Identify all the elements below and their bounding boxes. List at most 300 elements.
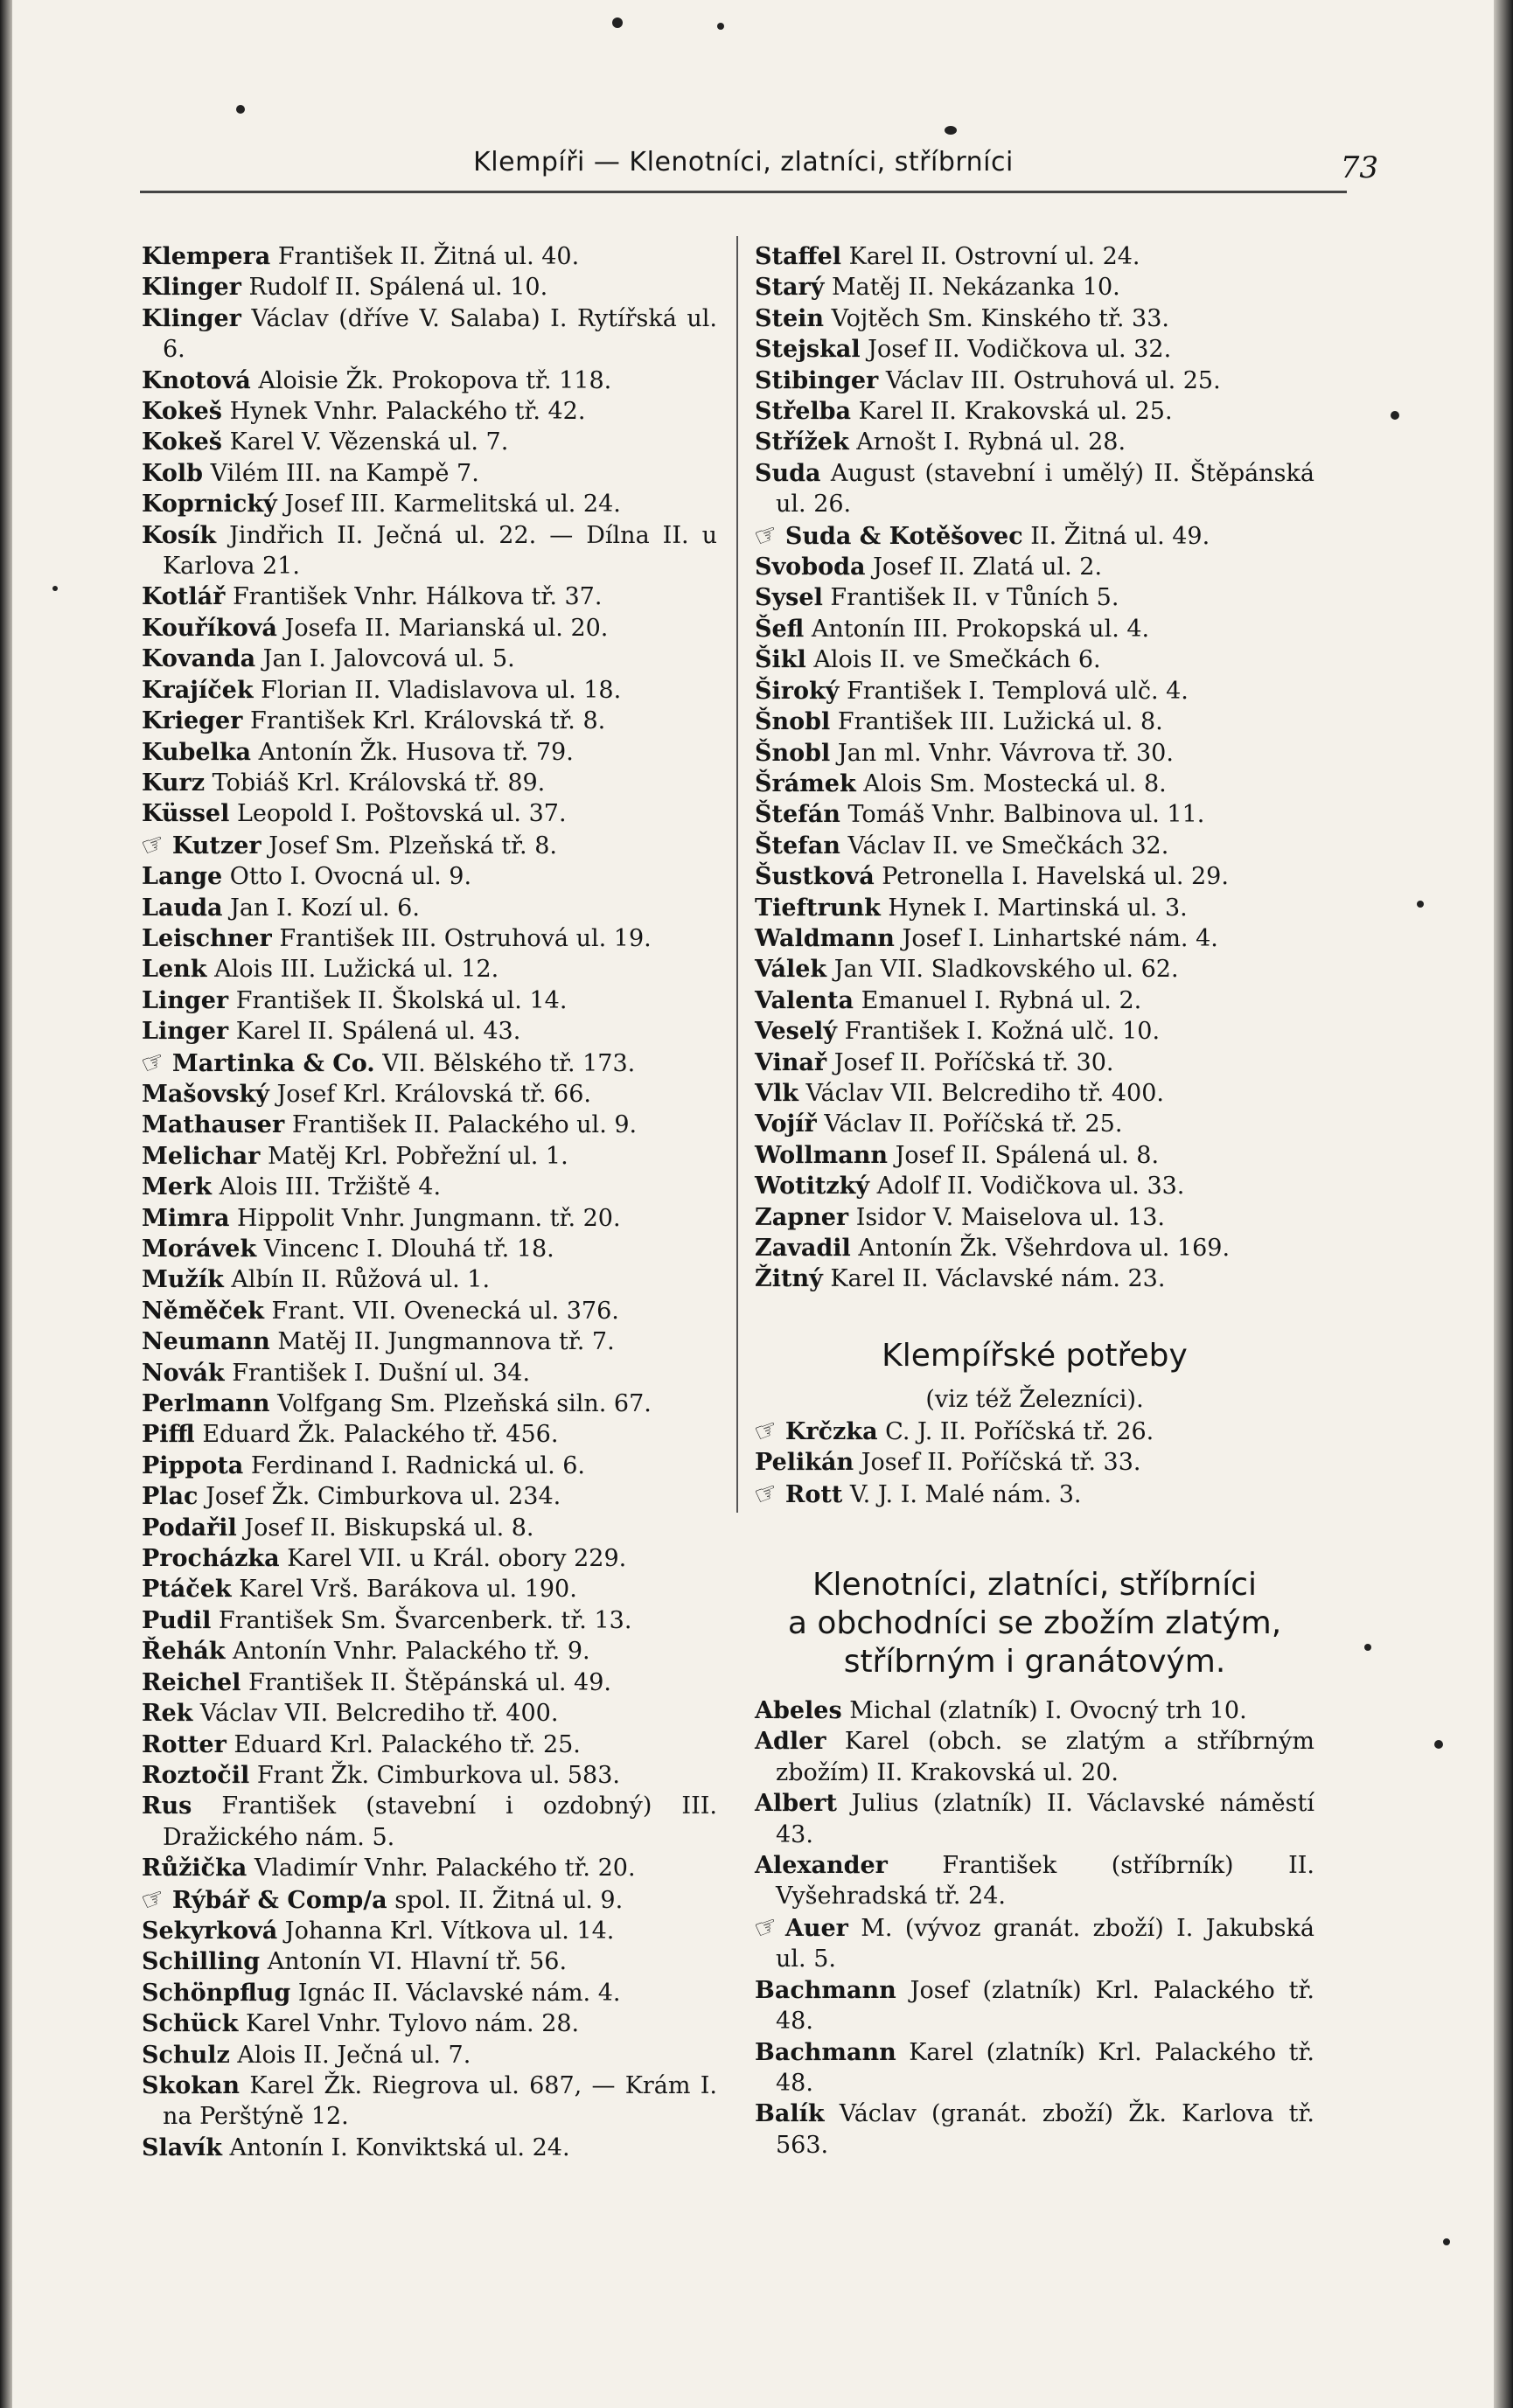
directory-entry — [755, 582, 1314, 613]
directory-entry — [142, 923, 717, 954]
pointing-hand-icon: ☞ — [750, 1475, 784, 1513]
directory-entry — [142, 1110, 717, 1140]
entry-name: Tieftrunk — [755, 894, 881, 922]
entry-name: Skokan — [142, 2071, 241, 2099]
entry-name: Vojíř — [755, 1110, 817, 1138]
entry-details: Frant Žk. Cimburkova ul. 583. — [256, 1761, 620, 1789]
entry-details: Otto I. Ovocná ul. 9. — [229, 863, 472, 891]
entry-name: Rott — [784, 1480, 843, 1508]
entry-name: Valenta — [755, 986, 854, 1014]
entry-details: Tomáš Vnhr. Balbinova ul. 11. — [847, 801, 1205, 829]
entry-details: Rudolf II. Spálená ul. 10. — [248, 274, 548, 302]
directory-entry — [142, 1388, 717, 1419]
entry-name: Válek — [755, 956, 827, 984]
entry-name: Stejskal — [755, 336, 861, 364]
section-title-line: a obchodníci se zbožím zlatým, — [787, 1605, 1282, 1642]
entry-name: Žitný — [755, 1265, 823, 1293]
entry-details: Karel Vnhr. Tylovo nám. 28. — [245, 2010, 580, 2038]
entry-name: Pippota — [142, 1451, 244, 1479]
entry-name: Piffl — [142, 1421, 195, 1449]
entry-name: Sekyrková — [142, 1917, 278, 1945]
entry-name: Bachmann — [755, 2038, 896, 2066]
directory-entry — [142, 1451, 717, 1481]
entry-name: Štefan — [755, 832, 840, 860]
directory-entry — [755, 1447, 1314, 1478]
directory-entry — [142, 1203, 717, 1234]
entry-details: Matěj II. Nekázanka 10. — [831, 274, 1120, 302]
directory-entry — [142, 613, 717, 644]
entry-details: Vincenc I. Dlouhá tř. 18. — [263, 1235, 554, 1263]
entry-name: Mužík — [142, 1266, 224, 1294]
directory-entry — [136, 826, 717, 864]
entry-name: Krčzka — [784, 1417, 878, 1445]
entry-name: Martinka & Co. — [171, 1049, 375, 1077]
right-entry-list — [750, 241, 1314, 1295]
entry-details: Josef II. Biskupská ul. 8. — [244, 1514, 534, 1542]
directory-entry — [755, 861, 1314, 892]
entry-details: Vojtěch Sm. Kinského tř. 33. — [831, 304, 1169, 332]
entry-name: Růžička — [142, 1855, 248, 1883]
entry-name: Šustková — [755, 863, 875, 891]
entry-name: Kosík — [142, 521, 217, 549]
section-klenotnici — [750, 1566, 1315, 2161]
entry-details: Karel II. Ostrovní ul. 24. — [848, 243, 1140, 270]
entry-details: Václav II. ve Smečkách 32. — [847, 832, 1169, 860]
directory-entry — [755, 1850, 1314, 1912]
entry-details: Josef II. Poříčská tř. 33. — [861, 1449, 1141, 1477]
entry-details: Alois Sm. Mostecká ul. 8. — [863, 769, 1167, 797]
directory-entry — [755, 676, 1314, 706]
entry-name: Morávek — [142, 1235, 257, 1263]
directory-entry — [142, 1916, 717, 1946]
entry-details: Josef II. Zlatá ul. 2. — [873, 553, 1103, 581]
ink-speck — [612, 17, 623, 28]
directory-entry — [142, 1513, 717, 1543]
directory-entry — [142, 1853, 717, 1883]
directory-entry — [142, 1543, 717, 1574]
directory-entry — [142, 706, 717, 736]
entry-name: Kubelka — [142, 738, 252, 766]
directory-entry — [142, 1698, 717, 1729]
pointing-hand-icon: ☞ — [136, 826, 171, 864]
directory-entry — [755, 1109, 1314, 1139]
entry-details: Václav II. Poříčská tř. 25. — [824, 1110, 1123, 1138]
entry-details: František Vnhr. Hálkova tř. 37. — [232, 583, 603, 611]
directory-entry — [142, 1946, 717, 1977]
directory-entry — [750, 1412, 1314, 1450]
directory-entry — [142, 303, 717, 365]
directory-entry — [142, 675, 717, 706]
entry-details: Václav VII. Belcrediho tř. 400. — [805, 1079, 1164, 1107]
entry-name: Reichel — [142, 1668, 241, 1696]
directory-entry — [142, 272, 717, 303]
entry-details: Michal (zlatník) I. Ovocný trh 10. — [849, 1697, 1247, 1725]
directory-entry — [142, 1358, 717, 1388]
directory-entry — [142, 644, 717, 674]
entry-details: Josef II. Poříčská tř. 30. — [833, 1048, 1114, 1076]
entry-details: Tobiáš Krl. Královská tř. 89. — [212, 769, 546, 797]
entry-details: František III. Lužická ul. 8. — [837, 708, 1163, 736]
directory-entry — [755, 893, 1314, 923]
entry-details: Karel (zlatník) Krl. Palackého tř. 48. — [776, 2038, 1315, 2097]
running-header — [140, 140, 1378, 193]
entry-details: František I. Dušní ul. 34. — [232, 1359, 531, 1387]
directory-entry — [755, 923, 1314, 954]
entry-name: Linger — [142, 1018, 229, 1046]
directory-entry — [755, 1078, 1314, 1109]
entry-name: Kutzer — [171, 832, 261, 860]
entry-name: Küssel — [142, 800, 230, 828]
entry-details: Alois II. ve Smečkách 6. — [813, 646, 1101, 674]
directory-entry — [755, 614, 1314, 644]
pointing-hand-icon: ☞ — [136, 1044, 171, 1082]
entry-details: Eduard Krl. Palackého tř. 25. — [234, 1730, 581, 1758]
entry-details: Václav VII. Belcrediho tř. 400. — [199, 1700, 559, 1728]
entry-name: Krieger — [142, 707, 243, 735]
entry-name: Krajíček — [142, 676, 254, 704]
section-subtitle: (viz též Železníci). — [925, 1385, 1144, 1413]
entry-name: Knotová — [142, 366, 251, 394]
directory-entry — [755, 1263, 1314, 1294]
entry-details: Josef II. Spálená ul. 8. — [895, 1141, 1160, 1169]
directory-entry — [750, 517, 1314, 554]
entry-details: Petronella I. Havelská ul. 29. — [882, 863, 1229, 891]
entry-name: Mathauser — [142, 1111, 285, 1139]
directory-entry — [142, 1419, 717, 1450]
entry-details: Ignác II. Václavské nám. 4. — [297, 1979, 621, 2007]
entry-name: Novák — [142, 1359, 225, 1387]
directory-entry — [755, 552, 1314, 582]
directory-entry — [755, 334, 1314, 365]
entry-details: Florian II. Vladislavova ul. 18. — [261, 676, 622, 704]
entry-name: Lange — [142, 863, 223, 891]
pointing-hand-icon: ☞ — [750, 517, 784, 554]
directory-entry — [142, 1605, 717, 1636]
entry-details: Jan VII. Sladkovského ul. 62. — [833, 956, 1179, 984]
entry-name: Svoboda — [755, 553, 866, 581]
entry-name: Bachmann — [755, 1976, 896, 2004]
entry-details: Václav III. Ostruhová ul. 25. — [885, 366, 1221, 394]
entry-name: Neumann — [142, 1328, 270, 1356]
directory-entry — [142, 1172, 717, 1202]
entry-name: Klinger — [142, 304, 241, 332]
directory-entry — [142, 1791, 717, 1853]
directory-entry — [142, 1234, 717, 1264]
directory-entry — [142, 2040, 717, 2070]
entry-name: Roztočil — [142, 1761, 250, 1789]
directory-entry — [142, 1141, 717, 1172]
entry-name: Schönpflug — [142, 1979, 291, 2007]
entry-details: Alois II. Ječná ul. 7. — [237, 2041, 471, 2069]
entry-details: Karel II. Václavské nám. 23. — [830, 1265, 1166, 1293]
directory-entry — [142, 1481, 717, 1512]
ink-speck — [1443, 2238, 1450, 2245]
entry-details: Josef I. Linhartské nám. 4. — [902, 924, 1218, 952]
entry-details: Leopold I. Poštovská ul. 37. — [236, 800, 567, 828]
entry-details: František I. Kožná ulč. 10. — [844, 1018, 1161, 1046]
entry-name: Rýbář & Comp/a — [171, 1886, 387, 1914]
section-title-line: stříbrným i granátovým. — [843, 1644, 1226, 1681]
directory-entry — [755, 1202, 1314, 1233]
directory-entry — [142, 1016, 717, 1047]
entry-name: Adler — [755, 1728, 826, 1756]
directory-entry — [755, 954, 1314, 985]
entry-details: Jan I. Jalovcová ul. 5. — [262, 645, 515, 673]
entry-name: Něměček — [142, 1297, 264, 1325]
directory-entry — [755, 644, 1314, 675]
section-entry-list — [750, 1412, 1314, 1513]
directory-entry — [755, 1140, 1314, 1171]
entry-name: Šnobl — [755, 739, 831, 767]
entry-name: Lenk — [142, 956, 207, 984]
entry-details: Emanuel I. Rybná ul. 2. — [861, 986, 1142, 1014]
directory-entry — [142, 1978, 717, 2008]
entry-details: Matěj II. Jungmannova tř. 7. — [277, 1328, 615, 1356]
entry-name: Starý — [755, 274, 825, 302]
ink-speck — [717, 23, 724, 30]
entry-details: František II. Štěpánská ul. 49. — [248, 1668, 611, 1696]
entry-name: Merk — [142, 1173, 212, 1201]
entry-details: spol. II. Žitná ul. 9. — [394, 1886, 624, 1914]
entry-details: František (stavební i ozdobný) III. Dražického nám. 5. — [163, 1792, 717, 1851]
directory-entry — [142, 1574, 717, 1604]
entry-details: František II. v Tůních 5. — [830, 584, 1119, 612]
entry-details: Karel V. Vězenská ul. 7. — [229, 428, 509, 456]
directory-entry — [142, 241, 717, 272]
directory-entry — [142, 1296, 717, 1326]
directory-entry — [755, 799, 1314, 830]
entry-name: Vinař — [755, 1048, 827, 1076]
entry-name: Stibinger — [755, 366, 879, 394]
column-divider — [736, 236, 738, 1513]
directory-entry — [142, 1079, 717, 1110]
entry-name: Waldmann — [755, 924, 895, 952]
directory-entry — [142, 520, 717, 582]
directory-entry — [755, 427, 1314, 457]
entry-details: Josef II. Vodičkova ul. 32. — [868, 336, 1172, 364]
entry-details: Antonín I. Konviktská ul. 24. — [229, 2133, 570, 2161]
entry-name: Štefán — [755, 801, 840, 829]
entry-details: Antonín III. Prokopská ul. 4. — [811, 615, 1150, 643]
entry-name: Perlmann — [142, 1390, 270, 1418]
directory-entry — [136, 1880, 717, 1918]
entry-details: Karel (obch. se zlatým a stříbrným zbožím) II. Krakovská ul. 20. — [776, 1728, 1314, 1786]
ink-speck — [236, 105, 245, 114]
entry-details: Hynek Vnhr. Palackého tř. 42. — [229, 398, 586, 426]
entry-details: C. J. II. Poříčská tř. 26. — [885, 1417, 1154, 1445]
entry-details: Vilém III. na Kampě 7. — [210, 459, 479, 487]
ink-speck — [1434, 1740, 1443, 1749]
entry-details: Volfgang Sm. Plzeňská siln. 67. — [277, 1390, 652, 1418]
entry-details: Frant. VII. Ovenecká ul. 376. — [271, 1297, 619, 1325]
directory-entry — [142, 2133, 717, 2163]
directory-entry — [755, 1726, 1314, 1788]
entry-name: Střelba — [755, 398, 852, 426]
entry-name: Mašovský — [142, 1080, 269, 1108]
entry-details: František II. Školská ul. 14. — [235, 986, 568, 1014]
entry-details: Karel II. Spálená ul. 43. — [235, 1018, 521, 1046]
entry-name: Albert — [755, 1790, 837, 1818]
entry-details: Karel Žk. Riegrova ul. 687, — Krám I. na Perštýně 12. — [163, 2071, 717, 2131]
entry-details: Alois III. Lužická ul. 12. — [214, 956, 499, 984]
pointing-hand-icon: ☞ — [750, 1412, 784, 1450]
entry-name: Pudil — [142, 1606, 212, 1634]
directory-entry — [750, 1909, 1314, 1975]
entry-details: Jan I. Kozí ul. 6. — [230, 894, 420, 922]
entry-details: František Sm. Švarcenberk. tř. 13. — [218, 1606, 632, 1634]
entry-name: Melichar — [142, 1142, 261, 1170]
entry-name: Suda & Kotěšovec — [784, 522, 1023, 550]
entry-name: Sysel — [755, 584, 823, 612]
directory-entry — [755, 1788, 1314, 1850]
entry-name: Lauda — [142, 894, 223, 922]
entry-name: Zavadil — [755, 1235, 851, 1262]
directory-entry — [142, 1636, 717, 1667]
directory-entry — [755, 1233, 1314, 1263]
section-title: Klempířské potřeby — [882, 1337, 1188, 1374]
entry-name: Pelikán — [755, 1449, 854, 1477]
entry-details: Josef Sm. Plzeňská tř. 8. — [268, 832, 557, 860]
entry-name: Rotter — [142, 1730, 227, 1758]
section-entry-list — [750, 1695, 1315, 2161]
entry-details: Josef Žk. Cimburkova ul. 234. — [206, 1483, 561, 1511]
directory-entry — [142, 737, 717, 768]
directory-entry — [142, 427, 717, 457]
entry-details: Vladimír Vnhr. Palackého tř. 20. — [254, 1855, 636, 1883]
entry-name: Procházka — [142, 1545, 280, 1573]
entry-name: Rek — [142, 1700, 193, 1728]
directory-entry — [755, 1975, 1314, 2037]
entry-name: Wotitzký — [755, 1173, 870, 1201]
entry-name: Kokeš — [142, 428, 222, 456]
directory-entry — [142, 458, 717, 489]
directory-entry — [755, 1695, 1314, 1726]
entry-details: Arnošt I. Rybná ul. 28. — [856, 428, 1126, 456]
ink-speck — [1417, 901, 1424, 908]
directory-entry — [142, 954, 717, 985]
directory-entry — [142, 489, 717, 519]
entry-details: Julius (zlatník) II. Václavské náměstí 43. — [776, 1790, 1315, 1848]
entry-name: Rus — [142, 1792, 192, 1820]
directory-entry — [755, 1016, 1314, 1047]
directory-entry — [142, 985, 717, 1016]
directory-entry — [755, 303, 1314, 334]
right-page-edge — [1494, 0, 1513, 2408]
entry-details: Antonín Žk. Husova tř. 79. — [258, 738, 574, 766]
entry-details: Antonín VI. Hlavní tř. 56. — [267, 1948, 568, 1976]
directory-entry — [755, 241, 1314, 272]
directory-entry — [142, 893, 717, 923]
directory-entry — [136, 1044, 717, 1082]
entry-details: Josef Krl. Královská tř. 66. — [276, 1080, 591, 1108]
left-column — [136, 241, 718, 2163]
directory-entry — [142, 861, 717, 892]
entry-name: Slavík — [142, 2133, 222, 2161]
entry-details: M. (vývoz granát. zboží) I. Jakubská ul. 5. — [776, 1914, 1314, 1973]
directory-entry — [142, 798, 717, 829]
entry-name: Abeles — [755, 1697, 842, 1725]
entry-name: Široký — [755, 677, 840, 705]
entry-name: Stein — [755, 304, 825, 332]
entry-name: Kolb — [142, 459, 204, 487]
entry-details: Adolf II. Vodičkova ul. 33. — [876, 1173, 1185, 1201]
directory-entry — [142, 768, 717, 798]
ink-speck — [52, 586, 58, 591]
entry-details: Albín II. Růžová ul. 1. — [231, 1266, 491, 1294]
entry-details: Jindřich II. Ječná ul. 22. — Dílna II. u Karlova 21. — [163, 521, 718, 581]
directory-entry — [142, 396, 717, 427]
entry-name: Kouříková — [142, 614, 277, 642]
entry-details: František II. Žitná ul. 40. — [277, 243, 580, 270]
entry-name: Auer — [784, 1914, 848, 1942]
entry-name: Linger — [142, 986, 229, 1014]
entry-details: Josef III. Karmelitská ul. 24. — [284, 491, 621, 518]
pointing-hand-icon: ☞ — [750, 1909, 784, 1946]
right-column — [750, 241, 1315, 2161]
entry-details: Eduard Žk. Palackého tř. 456. — [202, 1421, 559, 1449]
ink-speck — [945, 126, 957, 135]
directory-entry — [142, 2008, 717, 2039]
entry-details: Matěj Krl. Pobřežní ul. 1. — [267, 1142, 568, 1170]
directory-entry — [755, 1171, 1314, 1201]
ink-speck — [1364, 1644, 1371, 1651]
entry-name: Ptáček — [142, 1576, 232, 1604]
entry-name: Střížek — [755, 428, 849, 456]
entry-details: II. Žitná ul. 49. — [1030, 522, 1210, 550]
entry-details: František Krl. Královská tř. 8. — [250, 707, 606, 735]
entry-name: Kovanda — [142, 645, 256, 673]
entry-details: Isidor V. Maiselova ul. 13. — [855, 1203, 1166, 1231]
entry-name: Leischner — [142, 924, 272, 952]
entry-details: August (stavební i umělý) II. Štěpánská ul. 26. — [776, 459, 1314, 518]
entry-details: Aloisie Žk. Prokopova tř. 118. — [258, 366, 612, 394]
entry-details: Jan ml. Vnhr. Vávrova tř. 30. — [837, 739, 1174, 767]
entry-name: Podařil — [142, 1514, 237, 1542]
entry-details: František III. Ostruhová ul. 19. — [279, 924, 652, 952]
directory-entry — [142, 2070, 717, 2133]
section-title-line: Klenotníci, zlatníci, stříbrníci — [812, 1567, 1258, 1604]
entry-details: Karel Vrš. Barákova ul. 190. — [239, 1576, 577, 1604]
directory-entry — [750, 1475, 1314, 1513]
entry-name: Balík — [755, 2100, 825, 2128]
entry-name: Klinger — [142, 274, 241, 302]
entry-details: Josef (zlatník) Krl. Palackého tř. 48. — [776, 1976, 1314, 2036]
entry-name: Schulz — [142, 2041, 230, 2069]
entry-details: Antonín Vnhr. Palackého tř. 9. — [233, 1638, 590, 1666]
entry-name: Mimra — [142, 1204, 230, 1232]
entry-details: Ferdinand I. Radnická ul. 6. — [250, 1451, 585, 1479]
pointing-hand-icon: ☞ — [136, 1880, 171, 1918]
entry-details: František (stříbrník) II. Vyšehradská tř. 24. — [776, 1852, 1314, 1910]
directory-entry — [142, 1667, 717, 1698]
entry-name: Suda — [755, 459, 821, 487]
directory-entry — [142, 581, 717, 612]
directory-entry — [755, 272, 1314, 303]
entry-details: Karel II. Krakovská ul. 25. — [858, 398, 1173, 426]
entry-details: Hynek I. Martinská ul. 3. — [888, 894, 1188, 922]
ink-speck — [1391, 411, 1399, 420]
entry-details: Antonín Žk. Všehrdova ul. 169. — [858, 1235, 1231, 1262]
entry-name: Kotlář — [142, 583, 226, 611]
entry-details: Hippolit Vnhr. Jungmann. tř. 20. — [237, 1204, 621, 1232]
entry-details: František II. Palackého ul. 9. — [291, 1111, 638, 1139]
entry-details: Alois III. Tržiště 4. — [219, 1173, 442, 1201]
page-number: 73 — [1340, 150, 1378, 185]
directory-entry — [142, 1729, 717, 1760]
entry-details: Karel VII. u Král. obory 229. — [287, 1545, 627, 1573]
entry-name: Kurz — [142, 769, 206, 797]
entry-name: Šnobl — [755, 708, 831, 736]
